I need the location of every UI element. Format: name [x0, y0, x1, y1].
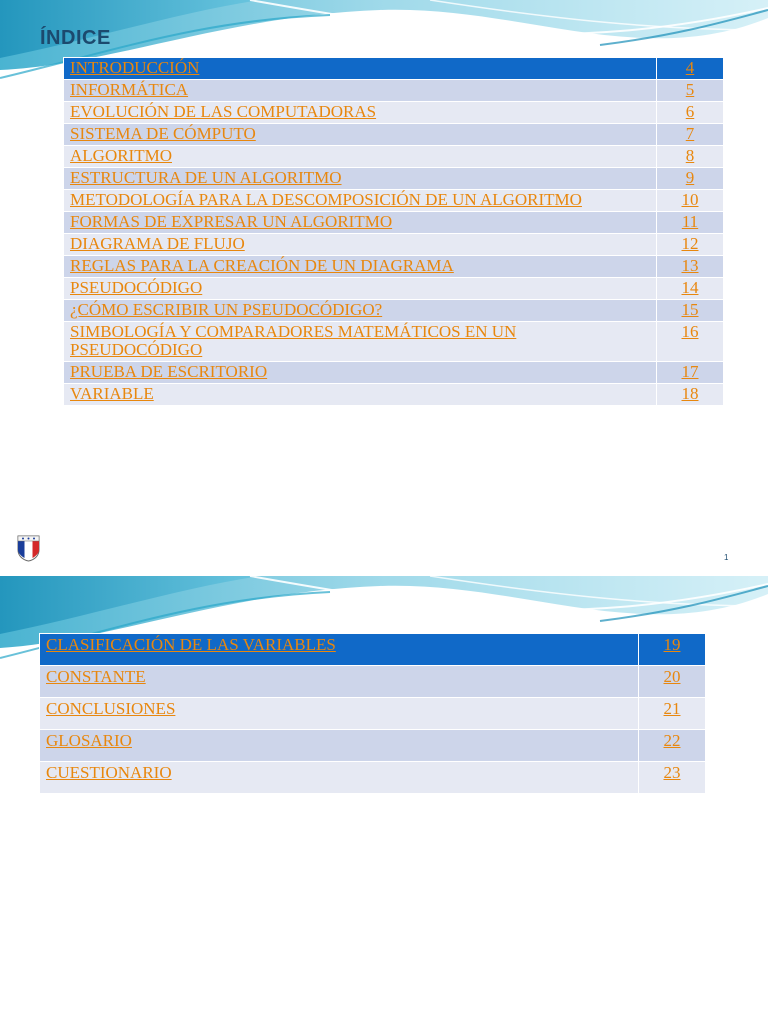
page-title: ÍNDICE [40, 27, 111, 49]
toc-page-link[interactable]: 23 [663, 763, 681, 782]
table-row [40, 666, 706, 698]
toc-link-clasificacion-de-las-variables[interactable]: CLASIFICACIÓN DE LAS VARIABLES [46, 635, 336, 654]
toc-link-introduccion[interactable]: INTRODUCCIÓN [70, 58, 200, 77]
toc-page-cell [657, 80, 724, 102]
table-row [64, 256, 724, 278]
toc-page-link[interactable]: 19 [663, 635, 681, 654]
toc-link-simbologia-y-comparadores-matematicos-en-un-pseudocodigo[interactable]: SIMBOLOGÍA Y COMPARADORES MATEMÁTICOS EN UN PSEUDOCÓDIGO [70, 322, 517, 359]
toc-entry-cell [40, 730, 639, 762]
toc-entry-cell [40, 762, 639, 794]
toc-page-cell [657, 234, 724, 256]
toc-entry-cell [40, 698, 639, 730]
table-row [64, 300, 724, 322]
toc-page-cell [657, 190, 724, 212]
toc-page-link[interactable]: 4 [685, 58, 695, 77]
toc-link-sistema-de-computo[interactable]: SISTEMA DE CÓMPUTO [70, 124, 256, 143]
toc-page-cell [657, 256, 724, 278]
toc-link-como-escribir-un-pseudocodigo[interactable]: ¿CÓMO ESCRIBIR UN PSEUDOCÓDIGO? [70, 300, 383, 319]
toc-page-cell [639, 762, 706, 794]
toc-page-cell [657, 102, 724, 124]
index-table-continued [39, 633, 706, 794]
toc-page-link[interactable]: 14 [681, 278, 699, 297]
table-row [40, 762, 706, 794]
toc-page-link[interactable]: 8 [685, 146, 695, 165]
toc-link-prueba-de-escritorio[interactable]: PRUEBA DE ESCRITORIO [70, 362, 268, 381]
toc-entry-cell [40, 666, 639, 698]
table-row [64, 322, 724, 362]
table-row [64, 190, 724, 212]
slide-2 [0, 576, 768, 1024]
toc-page-cell [639, 634, 706, 666]
toc-page-link[interactable]: 13 [681, 256, 699, 275]
toc-link-formas-de-expresar-un-algoritmo[interactable]: FORMAS DE EXPRESAR UN ALGORITMO [70, 212, 393, 231]
table-row [64, 58, 724, 80]
table-row [40, 730, 706, 762]
toc-page-link[interactable]: 15 [681, 300, 699, 319]
table-row [64, 278, 724, 300]
toc-entry-cell [64, 300, 657, 322]
table-row [64, 80, 724, 102]
toc-link-constante[interactable]: CONSTANTE [46, 667, 146, 686]
toc-link-estructura-de-un-algoritmo[interactable]: ESTRUCTURA DE UN ALGORITMO [70, 168, 342, 187]
toc-entry-cell [64, 362, 657, 384]
toc-link-conclusiones[interactable]: CONCLUSIONES [46, 699, 176, 718]
toc-entry-cell [64, 278, 657, 300]
index-table [63, 57, 724, 406]
toc-entry-cell [64, 146, 657, 168]
toc-page-cell [657, 146, 724, 168]
slide-number: 1 [724, 553, 729, 562]
table-row [64, 362, 724, 384]
toc-page-link[interactable]: 21 [663, 699, 681, 718]
toc-page-link[interactable]: 12 [681, 234, 699, 253]
toc-entry-cell [64, 190, 657, 212]
toc-entry-cell [64, 168, 657, 190]
toc-page-cell [639, 698, 706, 730]
toc-entry-cell [64, 384, 657, 406]
toc-page-link[interactable]: 5 [685, 80, 695, 99]
toc-page-link[interactable]: 22 [663, 731, 681, 750]
toc-entry-cell [64, 322, 657, 362]
toc-link-glosario[interactable]: GLOSARIO [46, 731, 132, 750]
toc-page-link[interactable]: 9 [685, 168, 695, 187]
toc-page-cell [657, 212, 724, 234]
toc-link-informatica[interactable]: INFORMÁTICA [70, 80, 189, 99]
table-row [64, 102, 724, 124]
toc-link-pseudocodigo[interactable]: PSEUDOCÓDIGO [70, 278, 203, 297]
toc-page-link[interactable]: 10 [681, 190, 699, 209]
table-row [64, 234, 724, 256]
table-row [40, 634, 706, 666]
toc-page-cell [657, 124, 724, 146]
toc-link-algoritmo[interactable]: ALGORITMO [70, 146, 172, 165]
toc-entry-cell [64, 212, 657, 234]
toc-page-cell [657, 168, 724, 190]
toc-page-link[interactable]: 7 [685, 124, 695, 143]
toc-page-cell [657, 58, 724, 80]
toc-page-link[interactable]: 18 [681, 384, 699, 403]
toc-page-link[interactable]: 17 [681, 362, 699, 381]
toc-entry-cell [64, 80, 657, 102]
toc-entry-cell [64, 102, 657, 124]
toc-entry-cell [64, 234, 657, 256]
toc-entry-cell [64, 58, 657, 80]
toc-page-cell [657, 384, 724, 406]
toc-link-variable[interactable]: VARIABLE [70, 384, 154, 403]
toc-link-cuestionario[interactable]: CUESTIONARIO [46, 763, 172, 782]
table-row [64, 124, 724, 146]
toc-entry-cell [64, 124, 657, 146]
toc-link-evolucion-de-las-computadoras[interactable]: EVOLUCIÓN DE LAS COMPUTADORAS [70, 102, 377, 121]
toc-page-cell [657, 362, 724, 384]
toc-page-link[interactable]: 11 [681, 212, 699, 231]
school-shield-icon [17, 533, 40, 562]
toc-page-cell [657, 278, 724, 300]
toc-page-link[interactable]: 20 [663, 667, 681, 686]
table-row [64, 212, 724, 234]
toc-link-metodologia-para-la-descomposicion-de-un-algoritmo[interactable]: METODOLOGÍA PARA LA DESCOMPOSICIÓN DE UN ALGORITMO [70, 190, 582, 209]
toc-entry-cell [40, 634, 639, 666]
table-row [64, 384, 724, 406]
table-row [64, 146, 724, 168]
table-row [64, 168, 724, 190]
toc-link-reglas-para-la-creacion-de-un-diagrama[interactable]: REGLAS PARA LA CREACIÓN DE UN DIAGRAMA [70, 256, 454, 275]
table-row [40, 698, 706, 730]
toc-page-cell [657, 300, 724, 322]
toc-link-diagrama-de-flujo[interactable]: DIAGRAMA DE FLUJO [70, 234, 245, 253]
toc-page-cell [639, 666, 706, 698]
toc-entry-cell [64, 256, 657, 278]
toc-page-cell [639, 730, 706, 762]
toc-page-link[interactable]: 16 [681, 322, 699, 341]
toc-page-link[interactable]: 6 [685, 102, 695, 121]
toc-page-cell [657, 322, 724, 362]
